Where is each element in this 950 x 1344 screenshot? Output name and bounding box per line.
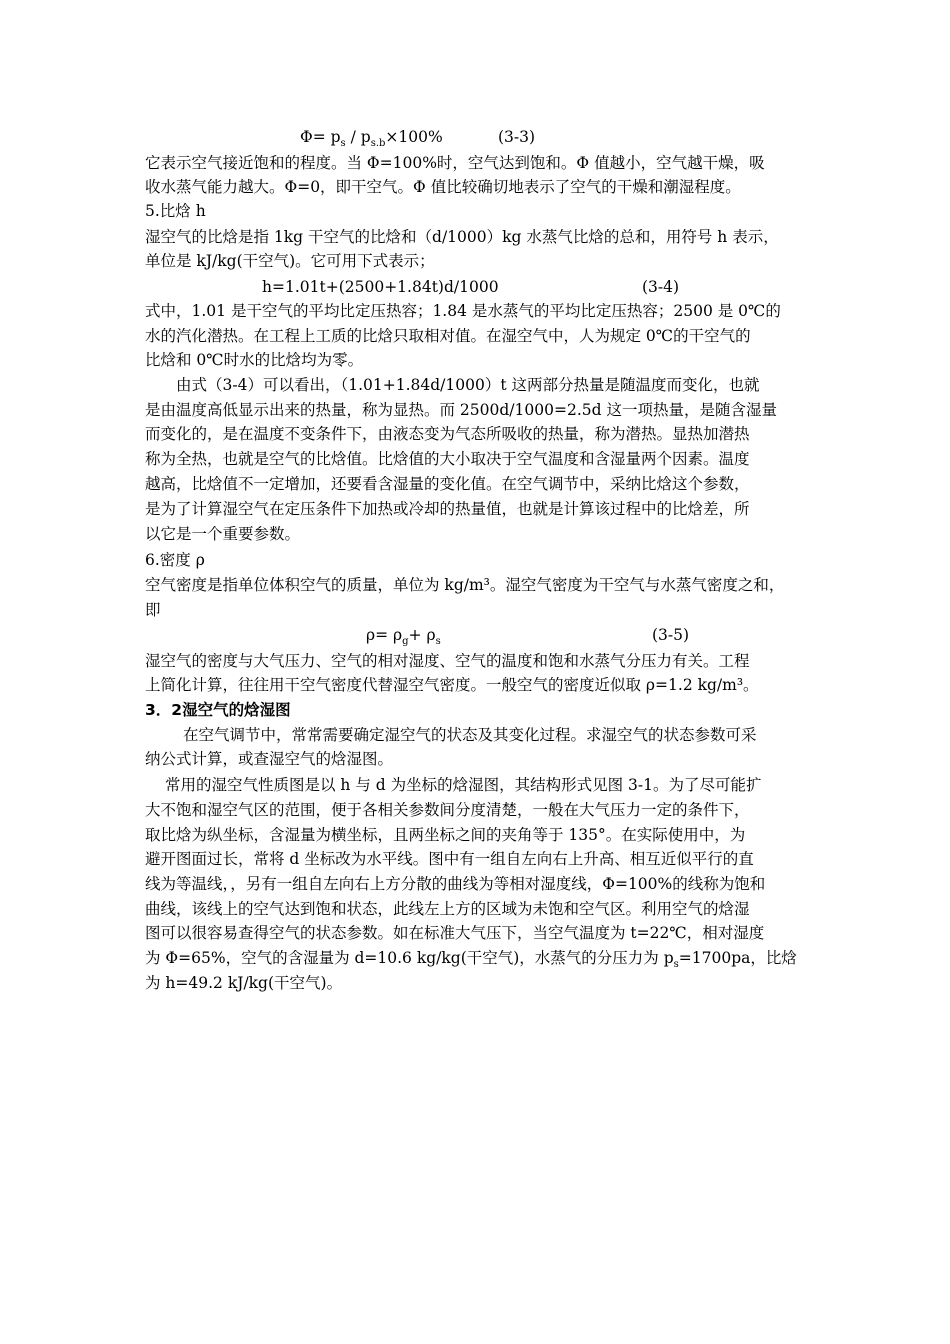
paragraph-line: 在空气调节中，常常需要确定湿空气的状态及其变化过程。求湿空气的状态参数可采 [183, 726, 757, 744]
paragraph-line: 上简化计算，往往用干空气密度代替湿空气密度。一般空气的密度近似取 ρ=1.2 kg/m³。 [145, 676, 759, 694]
paragraph-line: 即 [145, 601, 161, 619]
section-heading: 5.比焓 h [145, 202, 206, 220]
paragraph-line: 是为了计算湿空气在定压条件下加热或冷却的热量值，也就是计算该过程中的比焓差，所 [145, 500, 750, 518]
paragraph-line: 取比焓为纵坐标，含湿量为横坐标，且两坐标之间的夹角等于 135°。在实际使用中，为 [145, 826, 746, 844]
equation-3-3 [300, 126, 443, 155]
paragraph-line: 空气密度是指单位体积空气的质量，单位为 kg/m³。湿空气密度为干空气与水蒸气密度之和， [145, 576, 785, 594]
paragraph-line: 收水蒸气能力越大。Φ=0，即干空气。Φ 值比较确切地表示了空气的干燥和潮湿程度。 [145, 178, 741, 196]
paragraph-line: 是由温度高低显示出来的热量，称为显热。而 2500d/1000=2.5d 这一项热量，是随含湿量 [145, 401, 777, 419]
equation-number: (3-4) [642, 278, 680, 296]
eq-text: ρ= ρ [366, 626, 403, 644]
paragraph-line: 比焓和 0℃时水的比焓均为零。 [145, 351, 364, 369]
paragraph-line: 线为等温线，，另有一组自左向右上方分散的曲线为等相对湿度线，Φ=100%的线称为饱和 [145, 875, 766, 893]
equation-number: (3-3) [498, 128, 536, 146]
paragraph-line: 湿空气的比焓是指 1kg 干空气的比焓和（d/1000）kg 水蒸气比焓的总和，用符号 h 表示， [145, 228, 779, 246]
eq-text: ×100% [385, 128, 443, 146]
paragraph-line: 它表示空气接近饱和的程度。当 Φ=100%时，空气达到饱和。Φ 值越小，空气越干燥，吸 [145, 154, 765, 172]
paragraph-line: 单位是 kJ/kg(干空气)。它可用下式表示； [145, 252, 435, 270]
eq-sub: g [402, 636, 409, 648]
paragraph-line: 由式（3-4）可以看出，（1.01+1.84d/1000）t 这两部分热量是随温度而变化，也就 [176, 376, 760, 394]
paragraph-line: 以它是一个重要参数。 [145, 525, 301, 543]
eq-sub: s.b [370, 138, 386, 150]
paragraph-line: 而变化的，是在温度不变条件下，由液态变为气态所吸收的热量，称为潜热。显热加潜热 [145, 425, 750, 443]
paragraph-line: 避开图面过长，常将 d 坐标改为水平线。图中有一组自左向右上升高、相互近似平行的直 [145, 850, 754, 868]
paragraph-line: 纳公式计算，或查湿空气的焓湿图。 [145, 750, 394, 768]
line-sub: s [673, 959, 679, 971]
paragraph-line: 图可以很容易查得空气的状态参数。如在标准大气压下，当空气温度为 t=22℃，相对湿度 [145, 924, 765, 942]
paragraph-line: 大不饱和湿空气区的范围，便于各相关参数间分度清楚，一般在大气压力一定的条件下， [145, 801, 750, 819]
eq-sub: s [435, 636, 441, 648]
eq-text: / p [345, 128, 371, 146]
paragraph-line: 称为全热，也就是空气的比焓值。比焓值的大小取决于空气温度和含湿量两个因素。温度 [145, 450, 750, 468]
paragraph-line: 曲线，该线上的空气达到饱和状态，此线左上方的区域为未饱和空气区。利用空气的焓湿 [145, 900, 750, 918]
eq-text: + ρ [408, 626, 436, 644]
equation-number: (3-5) [652, 626, 690, 644]
paragraph-line: 水的汽化潜热。在工程上工质的比焓只取相对值。在湿空气中，人为规定 0℃的干空气的 [145, 327, 751, 345]
line-text: 为 Φ=65%，空气的含湿量为 d=10.6 kg/kg(干空气)，水蒸气的分压力为 p [145, 949, 674, 967]
paragraph-line: 为 h=49.2 kJ/kg(干空气)。 [145, 974, 343, 992]
equation-3-5 [366, 624, 441, 653]
line-text: =1700pa，比焓 [678, 949, 797, 967]
paragraph-line: 越高，比焓值不一定增加，还要看含湿量的变化值。在空气调节中，采纳比焓这个参数， [145, 475, 750, 493]
paragraph-line: 湿空气的密度与大气压力、空气的相对湿度、空气的温度和饱和水蒸气分压力有关。工程 [145, 652, 750, 670]
eq-text: Φ= p [300, 128, 341, 146]
eq-sub: s [340, 138, 346, 150]
paragraph-line: 常用的湿空气性质图是以 h 与 d 为坐标的焓湿图，其结构形式见图 3-1。为了尽可能扩 [165, 776, 762, 794]
equation-3-4: h=1.01t+(2500+1.84t)d/1000 [262, 278, 499, 296]
section-heading: 3．2湿空气的焓湿图 [145, 701, 291, 719]
section-heading: 6.密度 ρ [145, 551, 205, 569]
paragraph-line: 式中，1.01 是干空气的平均比定压热容；1.84 是水蒸气的平均比定压热容；2500 是 0℃的 [145, 302, 781, 320]
